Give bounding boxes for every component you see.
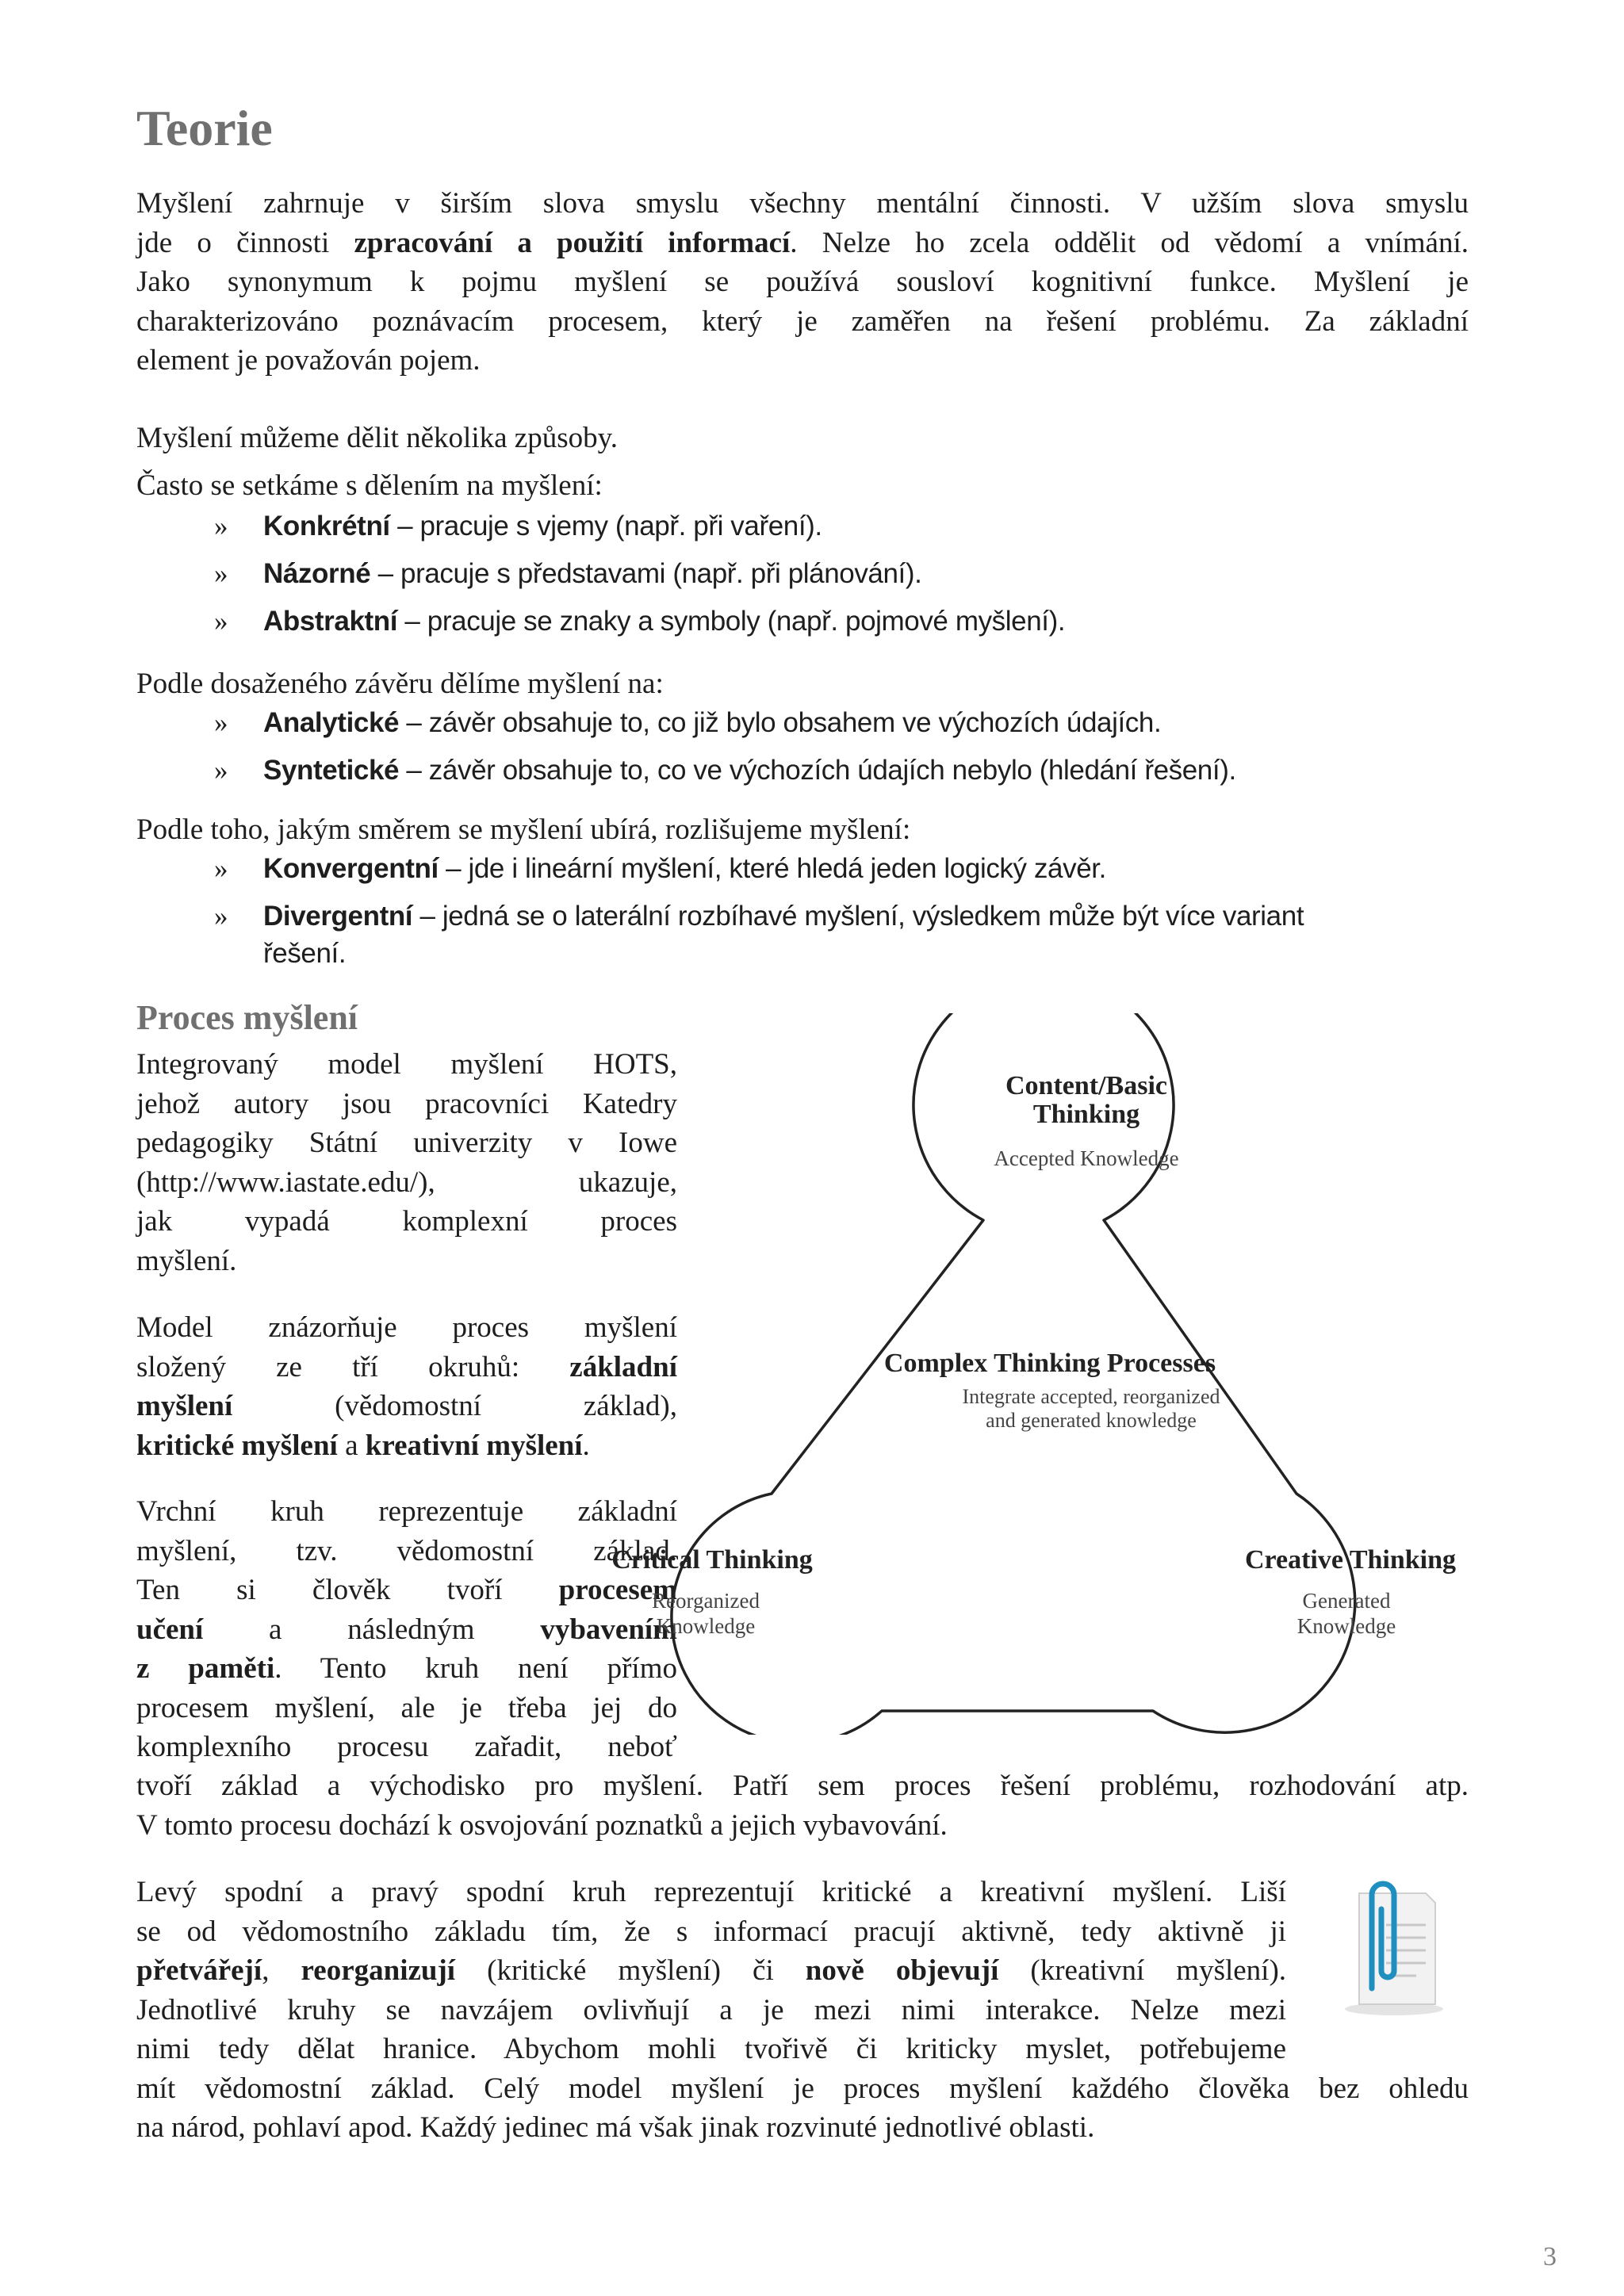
center-title: Complex Thinking Processes: [883, 1349, 1216, 1378]
intro-line: Jako synonymum k pojmu myšlení se používá sousloví kognitivní funkce. Myšlení je: [136, 266, 1469, 298]
list-intro: Podle toho, jakým směrem se myšlení ubírá, rozlišujeme myšlení:: [136, 813, 911, 846]
upper-circle-paragraph-cont: tvoří základ a východisko pro myšlení. Patří sem proces řešení problému, rozhodování atp. V tomto procesu dochází k osvojování poznatků a jejich vybavování.: [136, 1770, 1469, 1842]
division-paragraph-2: [136, 466, 1469, 506]
lower-circles-paragraph: Levý spodní a pravý spodní kruh reprezentují kritické a kreativní myšlení. Liší se od vědomostního základu tím, že s informací pracují aktivně, tedy aktivně ji přetvářejí, reorganizují (kritické myšlení) či nově objevují (kreativní myšlení). Jednotlivé kruhy se navzájem ovlivňují a je mezi nimi interakce. Nelze mezi nimi tedy dělat hranice. Abychom mohli tvořivě či kriticky myslet, potřebujeme mít vědomostní základ. Celý model myšlení je proces myšlení každého člověka bez ohledu na národ, pohlaví apod. Každý jedinec má však jinak rozvinuté jednotlivé oblasti.: [136, 1876, 1469, 2144]
center-subtitle-2: and generated knowledge: [986, 1409, 1197, 1432]
list-concrete-abstract: [136, 507, 1469, 640]
division-line: Myšlení můžeme dělit několika způsoby.: [136, 422, 618, 454]
center-subtitle-1: Integrate accepted, reorganized: [962, 1385, 1220, 1408]
list2-intro: [136, 664, 1469, 704]
division-line: Často se setkáme s dělením na myšlení:: [136, 469, 603, 502]
model-paragraph: Model znázorňuje proces myšlení složený ze tří okruhů: základní myšlení (vědomostní základ), kritické myšlení a kreativní myšlení.: [136, 1311, 677, 1462]
page-number: 3: [1543, 2242, 1557, 2271]
intro-line: element je považován pojem.: [136, 344, 481, 377]
list-item: » Analytické – závěr obsahuje to, co již bylo obsahem ve výchozích údajích.: [214, 707, 1162, 738]
list-intro: Podle dosaženého závěru dělíme myšlení na:: [136, 668, 664, 700]
hots-paragraph: Integrovaný model myšlení HOTS, jehož autory jsou pracovníci Katedry pedagogiky Státní univerzity v Iowe (http://www.iastate.edu/), ukazuje, jak vypadá komplexní proces myšlení.: [136, 1048, 677, 1277]
right-circle-subtitle-2: Knowledge: [1297, 1614, 1396, 1638]
hots-diagram: [593, 1013, 1457, 1735]
top-circle-subtitle: Accepted Knowledge: [994, 1146, 1179, 1170]
list-item: » Divergentní – jedná se o laterální rozbíhavé myšlení, výsledkem může být více variant řešení.: [214, 901, 1304, 969]
list-item: » Konvergentní – jde i lineární myšlení, které hledá jeden logický závěr.: [214, 853, 1106, 884]
upper-circle-paragraph: Vrchní kruh reprezentuje základní myšlení, tzv. vědomostní základ. Ten si člověk tvoří procesem učení a následným vybavením z paměti. Tento kruh není přímo procesem myšlení, ale je třeba jej do komplexního procesu zařadit, neboť: [136, 1495, 677, 1763]
intro-line: jde o činnosti zpracování a použití informací. Nelze ho zcela oddělit od vědomí a vnímání.: [136, 226, 1469, 259]
left-circle-title: Critical Thinking: [611, 1545, 813, 1575]
right-circle-subtitle-1: Generated: [1302, 1589, 1391, 1613]
list-convergent-divergent: [136, 850, 1469, 972]
top-circle-title: Content/Basic: [1005, 1071, 1167, 1100]
list-analytic-synthetic: [136, 704, 1469, 789]
page-title: Teorie: [136, 100, 273, 156]
list-item: » Konkrétní – pracuje s vjemy (např. při vaření).: [214, 511, 822, 541]
section-title: Proces myšlení: [136, 998, 358, 1037]
intro-line: Myšlení zahrnuje v širším slova smyslu všechny mentální činnosti. V užším slova smyslu: [136, 187, 1469, 220]
emphasis: zpracování a použití informací: [354, 226, 791, 259]
right-circle-title: Creative Thinking: [1244, 1545, 1457, 1575]
division-paragraph: [136, 419, 1469, 458]
list-item: » Názorné – pracuje s představami (např. při plánování).: [214, 558, 922, 589]
top-circle-title-2: Thinking: [1032, 1100, 1140, 1129]
intro-paragraph: [136, 184, 1469, 381]
intro-line: charakterizováno poznávacím procesem, který je zaměřen na řešení problému. Za základní: [136, 304, 1469, 338]
paperclip-note-icon: [1337, 1877, 1451, 2017]
left-circle-subtitle-1: Reorganized: [652, 1589, 760, 1613]
left-circle-subtitle-2: Knowledge: [656, 1614, 756, 1638]
list-item: » Abstraktní – pracuje se znaky a symboly (např. pojmové myšlení).: [214, 606, 1066, 637]
list3-intro: [136, 810, 1469, 850]
list-item: » Syntetické – závěr obsahuje to, co ve výchozích údajích nebylo (hledání řešení).: [214, 755, 1236, 786]
